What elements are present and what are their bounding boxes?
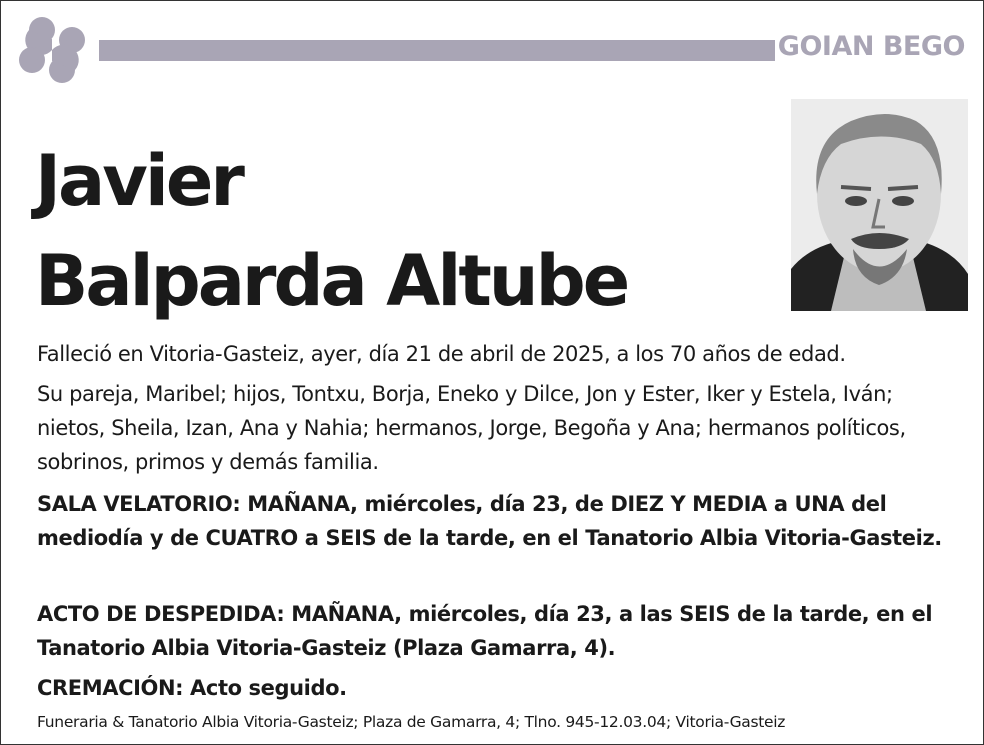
farewell-details: ACTO DE DESPEDIDA: MAÑANA, miércoles, día 23, a las SEIS de la tarde, en el Tanatorio Albia Vitoria-Gasteiz (Plaza Gamarra, 4).: [37, 602, 933, 660]
death-notice: Falleció en Vitoria-Gasteiz, ayer, día 21 de abril de 2025, a los 70 años de edad.: [37, 342, 846, 366]
surnames: Balparda Altube: [35, 240, 628, 322]
wake-details: SALA VELATORIO: MAÑANA, miércoles, día 23, de DIEZ Y MEDIA a UNA del mediodía y de CUATRO a SEIS de la tarde, en el Tanatorio Albia Vitoria-Gasteiz.: [37, 492, 942, 550]
family-list: Su pareja, Maribel; hijos, Tontxu, Borja, Eneko y Dilce, Jon y Ester, Iker y Estela, Iván; nietos, Sheila, Izan, Ana y Nahia; hermanos, Jorge, Begoña y Ana; hermanos políticos, sobrinos, primos y demás familia.: [37, 382, 906, 474]
lauburu-icon: [15, 13, 89, 87]
portrait-photo: [791, 99, 968, 311]
header-title: GOIAN BEGO: [777, 31, 965, 62]
deceased-name: [35, 131, 627, 331]
header-bar: [99, 40, 775, 61]
first-name: Javier: [35, 140, 242, 222]
funeral-home-footer: Funeraria & Tanatorio Albia Vitoria-Gasteiz; Plaza de Gamarra, 4; Tlno. 945-12.03.04; Vitoria-Gasteiz: [37, 713, 786, 731]
cremation-details: CREMACIÓN: Acto seguido.: [37, 676, 347, 700]
